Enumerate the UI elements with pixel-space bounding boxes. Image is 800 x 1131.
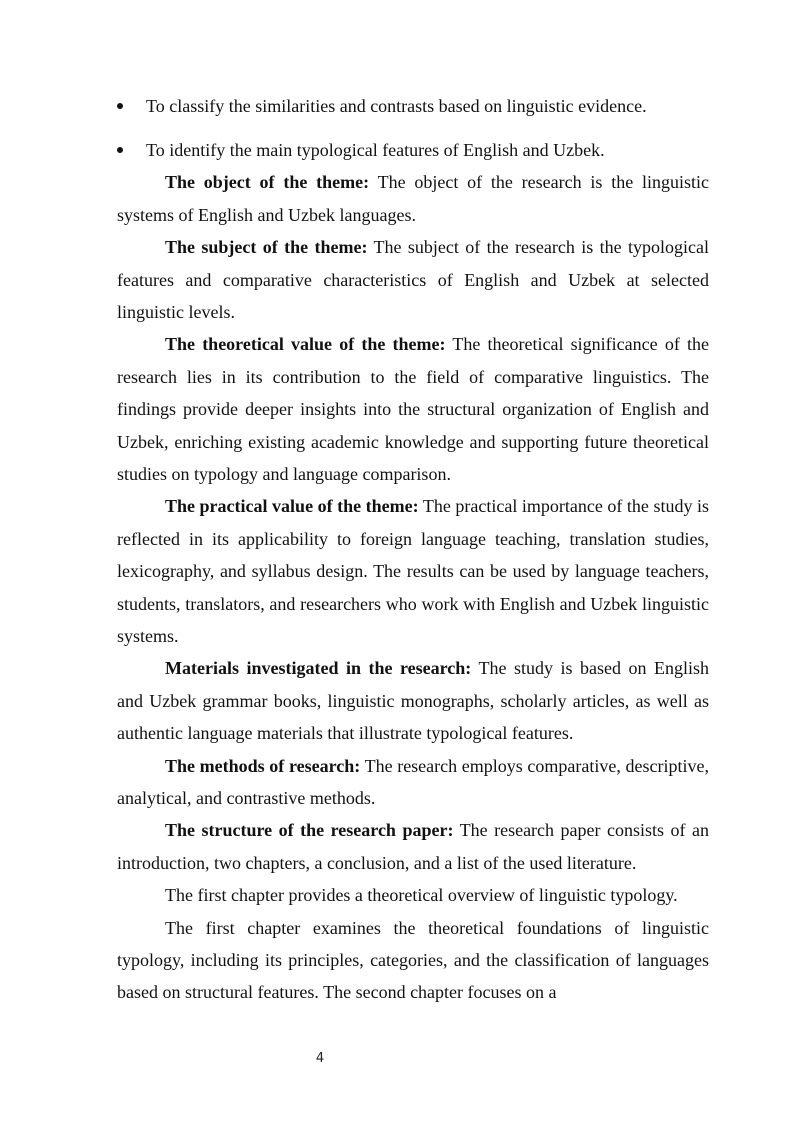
list-item (117, 134, 709, 166)
paragraph-heading: Materials investigated in the research: (165, 658, 472, 679)
paragraph-heading: The object of the theme: (165, 172, 370, 193)
document-page (117, 90, 709, 1009)
list-item-text: To identify the main typological features of English and Uzbek. (146, 139, 605, 160)
paragraph-text: The practical importance of the study is reflected in its applicability to foreign language teaching, translation studies, lexicography, and syllabus design. The results can be used by language teachers, students, translators, and researchers who work with English and Uzbek linguistic systems. (117, 496, 709, 646)
paragraph-heading: The subject of the theme: (165, 237, 368, 258)
paragraph-text: The object of the research is the linguistic systems of English and Uzbek languages. (117, 172, 709, 225)
paragraph-heading: The structure of the research paper: (165, 820, 454, 841)
paragraph-heading: The practical value of the theme: (165, 496, 419, 517)
list-item-text: To classify the similarities and contrasts based on linguistic evidence. (146, 96, 647, 116)
methods-paragraph (117, 750, 709, 815)
bullet-icon (117, 147, 123, 153)
list-item (117, 90, 709, 122)
materials-paragraph (117, 652, 709, 749)
bullet-icon (117, 103, 123, 109)
subject-paragraph (117, 231, 709, 328)
page-number: 4 (315, 1051, 325, 1066)
structure-paragraph (117, 814, 709, 879)
object-paragraph (117, 166, 709, 231)
paragraph-heading: The methods of research: (165, 755, 361, 776)
paragraph-text: The research paper consists of an introduction, two chapters, a conclusion, and a list of the used literature. (117, 820, 709, 873)
theoretical-value-paragraph (117, 328, 709, 490)
paragraph-text: The theoretical significance of the research lies in its contribution to the field of comparative linguistics. The findings provide deeper insights into the structural organization of English and Uzbek, enriching existing academic knowledge and supporting future theoretical studies on typology and language comparison. (117, 334, 709, 484)
paragraph-heading: The theoretical value of the theme: (165, 334, 446, 355)
first-chapter-overview-paragraph: The first chapter provides a theoretical overview of linguistic typology. (165, 885, 678, 906)
paragraph-text: The study is based on English and Uzbek grammar books, linguistic monographs, scholarly articles, as well as authentic language materials that illustrate typological features. (117, 658, 710, 744)
objectives-list (117, 90, 709, 166)
first-chapter-detail-paragraph: The first chapter examines the theoretical foundations of linguistic typology, including its principles, categories, and the classification of languages based on structural features. The second chapter focuses on a (117, 917, 709, 1003)
practical-value-paragraph (117, 490, 709, 652)
paragraph-text: The research employs comparative, descriptive, analytical, and contrastive methods. (117, 755, 710, 809)
paragraph-text: The subject of the research is the typological features and comparative characteristics of English and Uzbek at selected linguistic levels. (117, 237, 709, 322)
